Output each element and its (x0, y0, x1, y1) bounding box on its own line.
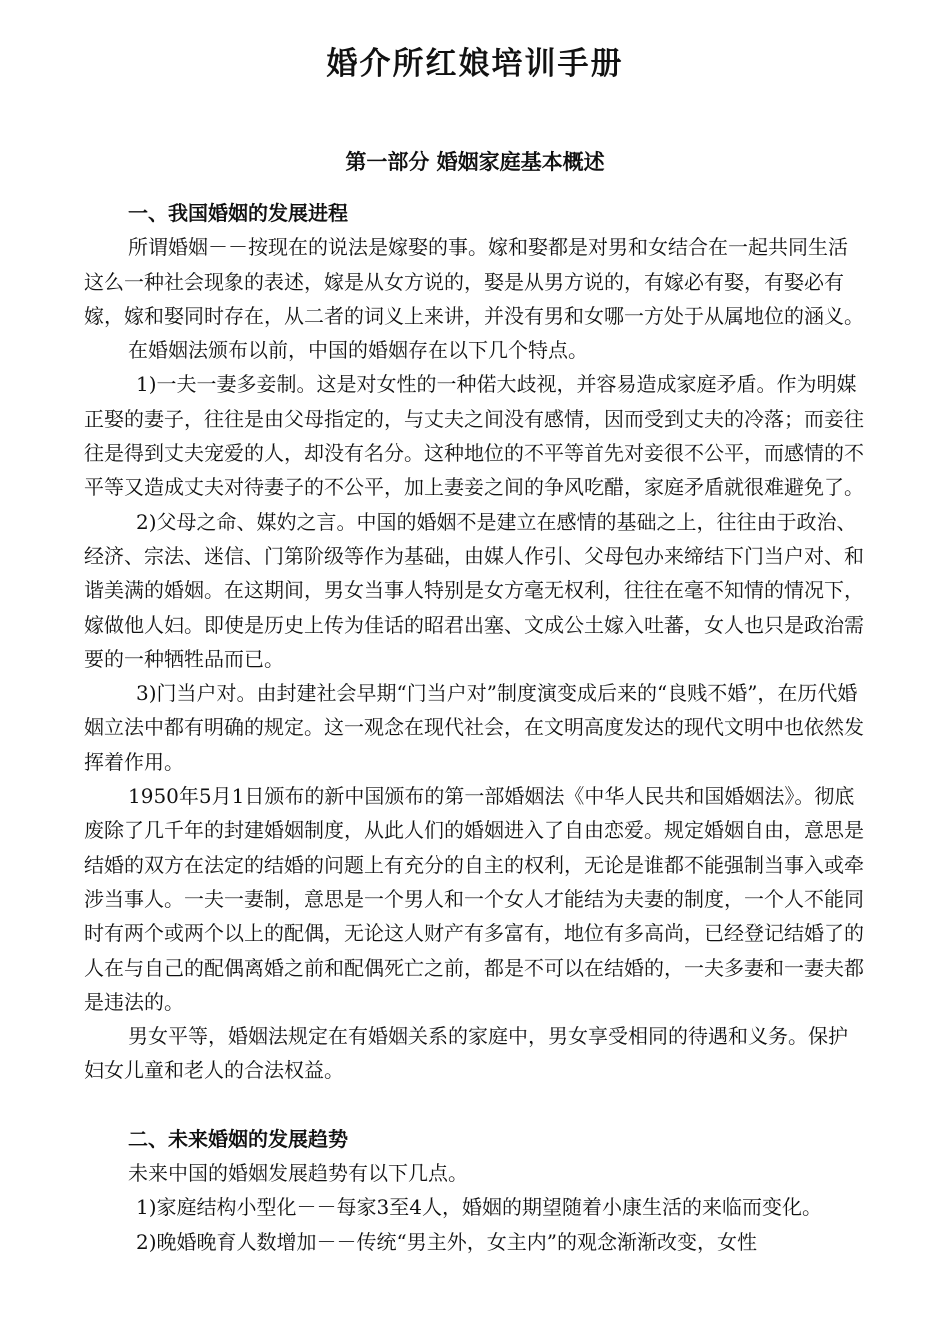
section-1-paragraph-4: 男女平等，婚姻法规定在有婚姻关系的家庭中，男女享受相同的待遇和义务。保护妇女儿童和老人的合法权益。 (84, 1024, 848, 1083)
section-1-item-2: 2)父母之命、媒妁之言。中国的婚姻不是建立在感情的基础之上，往往由于政治、经济、宗法、迷信、门第阶级等作为基础，由媒人作引、父母包办来缔结下门当户对、和谐美满的婚姻。在这期间，男女当事人特别是女方毫无权利，往往在毫不知情的情况下，嫁做他人妇。即使是历史上传为佳话的昭君出塞、文成公土嫁入吐蕃，女人也只是政治需要的一种牺牲品而已。 (84, 509, 864, 671)
section-2-item-2: 2)晚婚晚育人数增加－－传统“男主外，女主内”的观念渐渐改变，女性 (136, 1229, 757, 1254)
section-2-item-1: 1)家庭结构小型化－－每家3至4人，婚姻的期望随着小康生活的来临而变化。 (136, 1195, 822, 1220)
document-title: 婚介所红娘培训手册 (326, 46, 624, 82)
section-spacer (84, 1088, 866, 1122)
section-2-paragraph-1: 未来中国的婚姻发展趋势有以下几点。 (128, 1161, 468, 1186)
section-1-paragraph-1: 所谓婚姻－－按现在的说法是嫁娶的事。嫁和娶都是对男和女结合在一起共同生活这么一种社会现象的表述，嫁是从女方说的，娶是从男方说的，有嫁必有娶，有娶必有嫁，嫁和娶同时存在，从二者的词义上来讲，并没有男和女哪一方处于从属地位的涵义。 (84, 235, 864, 328)
section-1-paragraph-2: 在婚姻法颁布以前，中国的婚姻存在以下几个特点。 (128, 338, 588, 363)
section-1-item-1: 1)一夫一妻多妾制。这是对女性的一种偌大歧视，并容易造成家庭矛盾。作为明媒正娶的妻子，往往是由父母指定的，与丈夫之间没有感情，因而受到丈夫的冷落；而妾往往是得到丈夫宠爱的人，却没有名分。这种地位的不平等首先对妾很不公平，而感情的不平等又造成丈夫对待妻子的不公平，加上妻妾之间的争风吃醋，家庭矛盾就很难避免了。 (84, 372, 864, 500)
part-title: 第一部分 婚姻家庭基本概述 (345, 149, 605, 174)
section-1-heading: 一、我国婚姻的发展进程 (128, 201, 348, 225)
section-1-paragraph-3: 1950年5月1日颁布的新中国颁布的第一部婚姻法《中华人民共和国婚姻法》。彻底废除了几千年的封建婚姻制度，从此人们的婚姻进入了自由恋爱。规定婚姻自由，意思是结婚的双方在法定的结婚的问题上有充分的自主的权利，无论是谁都不能强制当事入或牵涉当事人。一夫一妻制，意思是一个男人和一个女人才能结为夫妻的制度，一个人不能同时有两个或两个以上的配偶，无论这人财产有多富有，地位有多高尚，已经登记结婚了的人在与自己的配偶离婚之前和配偶死亡之前，都是不可以在结婚的，一夫多妻和一妻夫都是违法的。 (84, 784, 864, 1014)
section-2-heading: 二、未来婚姻的发展趋势 (128, 1126, 348, 1151)
document-body (84, 196, 866, 1259)
section-1-item-3: 3)门当户对。由封建社会早期“门当户对”制度演变成后来的“良贱不婚”，在历代婚姻立法中都有明确的规定。这一观念在现代社会，在文明高度发达的现代文明中也依然发挥着作用。 (84, 681, 864, 774)
